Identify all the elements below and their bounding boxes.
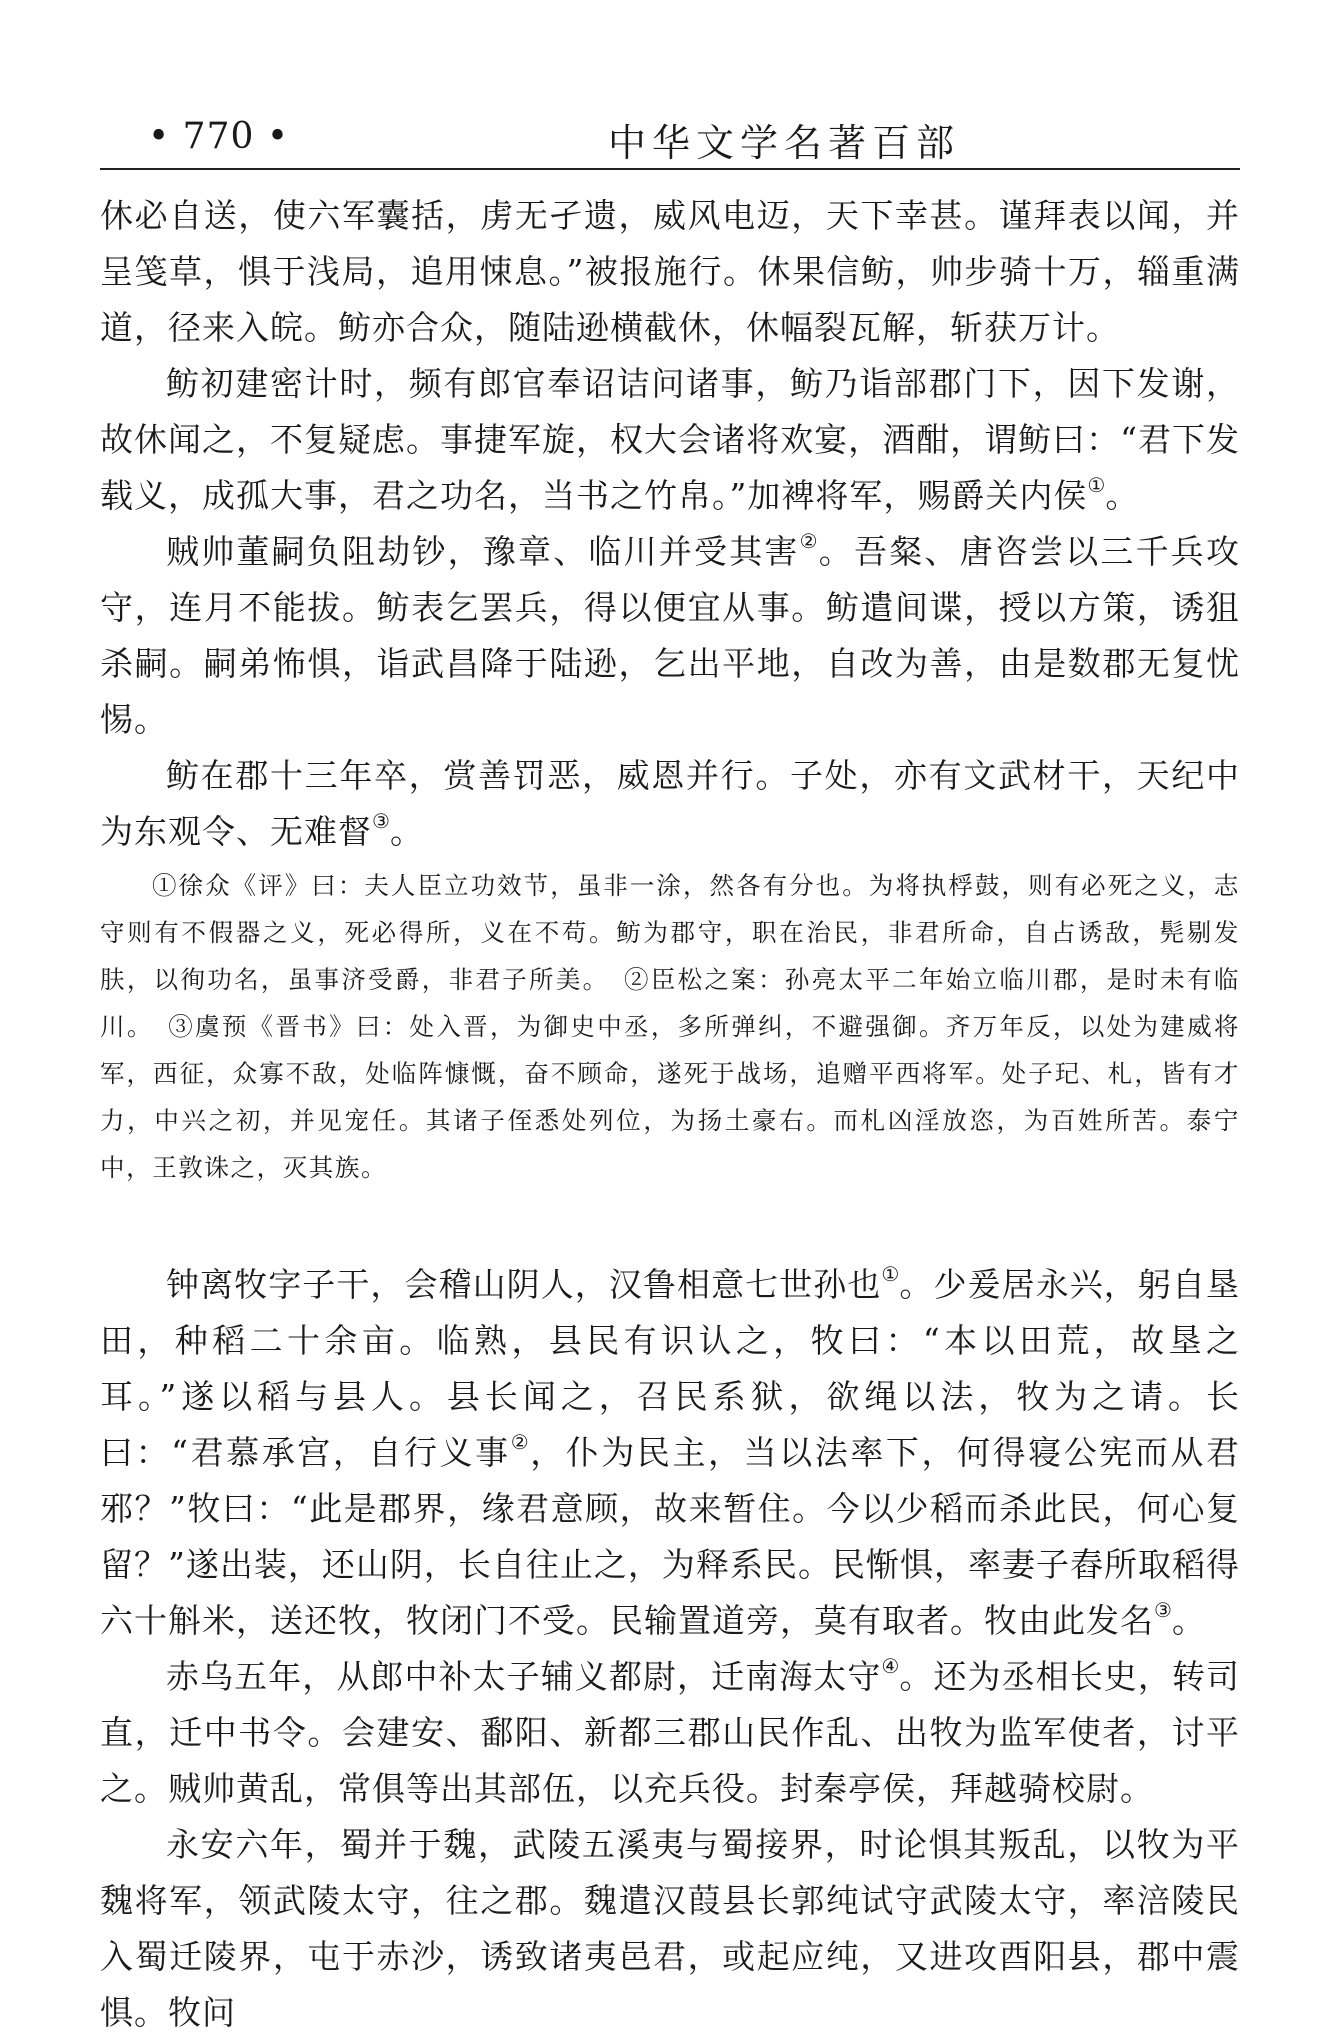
paragraph-text: 。少爰居永兴，躬自垦田，种稻二十余亩。临熟，县民有识认之，牧曰：“本以田荒，故垦之耳。”遂以稻与县人。县长闻之，召民系狱，欲绳以法，牧为之请。长曰：“君慕承宫，自行义事	[100, 1265, 1241, 1472]
footnote-mark: ③	[372, 809, 390, 833]
paragraph-text: 。吾粲、唐咨尝以三千兵攻守，连月不能拔。鲂表乞罢兵，得以便宜从事。鲂遣间谍，授以方策，诱狙杀嗣。嗣弟怖惧，诣武昌降于陆逊，乞出平地，自改为善，由是数郡无复忧惕。	[100, 532, 1241, 739]
paragraph-text: 钟离牧字子干，会稽山阴人，汉鲁相意七世孙也	[166, 1265, 882, 1304]
paragraph-text: 赤乌五年，从郎中补太子辅义都尉，迁南海太守	[166, 1657, 882, 1696]
page-header	[100, 112, 1240, 170]
paragraph-text: ，仆为民主，当以法率下，何得寝公宪而从君邪？”牧曰：“此是郡界，缘君意顾，故来暂住。今以少稻而杀此民，何心复留？”遂出装，还山阴，长自往止之，为释系民。民惭惧，率妻子舂所取稻得六十斛米，送还牧，牧闭门不受。民输置道旁，莫有取者。牧由此发名	[100, 1433, 1241, 1640]
footnote-mark: ①	[1087, 473, 1106, 497]
book-title: 中华文学名著百部	[608, 121, 961, 165]
paragraph-zhongli-mu-intro	[100, 1257, 1240, 1649]
page-body	[100, 188, 1240, 2041]
paragraph-fang-secret-plan	[100, 356, 1240, 524]
paragraph-yongan-year	[100, 1817, 1240, 2041]
footnote-mark: ②	[510, 1430, 531, 1454]
paragraph-text: 休必自送，使六军囊括，虏无孑遗，威风电迈，天下幸甚。谨拜表以闻，并呈笺草，惧于浅局，追用悚息。”被报施行。休果信鲂，帅步骑十万，辎重满道，径来入皖。鲂亦合众，随陆逊横截休，休幅裂瓦解，斩获万计。	[100, 196, 1240, 347]
annotation-block	[100, 862, 1240, 1191]
paragraph-chiwu-year	[100, 1649, 1240, 1817]
paragraph-text: 。	[1105, 476, 1140, 515]
footnote-mark: ②	[799, 529, 819, 553]
footnote-mark: ④	[881, 1654, 900, 1678]
page-number: • 770 •	[148, 116, 290, 157]
paragraph-text: 贼帅董嗣负阻劫钞，豫章、临川并受其害	[166, 532, 800, 571]
footnote-mark: ①	[881, 1262, 900, 1286]
paragraph-fang-death	[100, 748, 1240, 860]
paragraph-dong-si	[100, 524, 1240, 748]
paragraph-text: 鲂在郡十三年卒，赏善罚恶，威恩并行。子处，亦有文武材干，天纪中为东观令、无难督	[100, 756, 1240, 851]
paragraph-continuation	[100, 188, 1240, 356]
footnote-mark: ③	[1154, 1598, 1172, 1622]
paragraph-text: 鲂初建密计时，频有郎官奉诏诘问诸事，鲂乃诣部郡门下，因下发谢，故休闻之，不复疑虑。事捷军旋，权大会诸将欢宴，酒酣，谓鲂曰：“君下发载义，成孤大事，君之功名，当书之竹帛。”加裨将军，赐爵关内侯	[100, 364, 1240, 515]
paragraph-text: 永安六年，蜀并于魏，武陵五溪夷与蜀接界，时论惧其叛乱，以牧为平魏将军，领武陵太守，往之郡。魏遣汉葭县长郭纯试守武陵太守，率涪陵民入蜀迁陵界，屯于赤沙，诱致诸夷邑君，或起应纯，又进攻酉阳县，郡中震惧。牧问	[100, 1825, 1240, 2032]
section-gap	[100, 1191, 1240, 1257]
paragraph-text: 。还为丞相长史，转司直，迁中书令。会建安、鄱阳、新都三郡山民作乱、出牧为监军使者，讨平之。贼帅黄乱，常俱等出其部伍，以充兵役。封秦亭侯，拜越骑校尉。	[100, 1657, 1241, 1808]
annotation-text: ①徐众《评》曰：夫人臣立功效节，虽非一涂，然各有分也。为将执桴鼓，则有必死之义，志守则有不假器之义，死必得所，义在不苟。鲂为郡守，职在治民，非君所命，自占诱敌，髡剔发肤，以徇功名，虽事济受爵，非君子所美。 ②臣松之案：孙亮太平二年始立临川郡，是时未有临川。 ③虞预《晋书》曰：处入晋，为御史中丞，多所弹纠，不避强御。齐万年反，以处为建威将军，西征，众寡不敌，处临阵慷慨，奋不顾命，遂死于战场，追赠平西将军。处子玘、札，皆有才力，中兴之初，并见宠任。其诸子侄悉处列位，为扬土豪右。而札凶淫放恣，为百姓所苦。泰宁中，王敦诛之，灭其族。	[100, 871, 1240, 1182]
paragraph-text: 。	[389, 812, 424, 851]
paragraph-text: 。	[1171, 1601, 1206, 1640]
